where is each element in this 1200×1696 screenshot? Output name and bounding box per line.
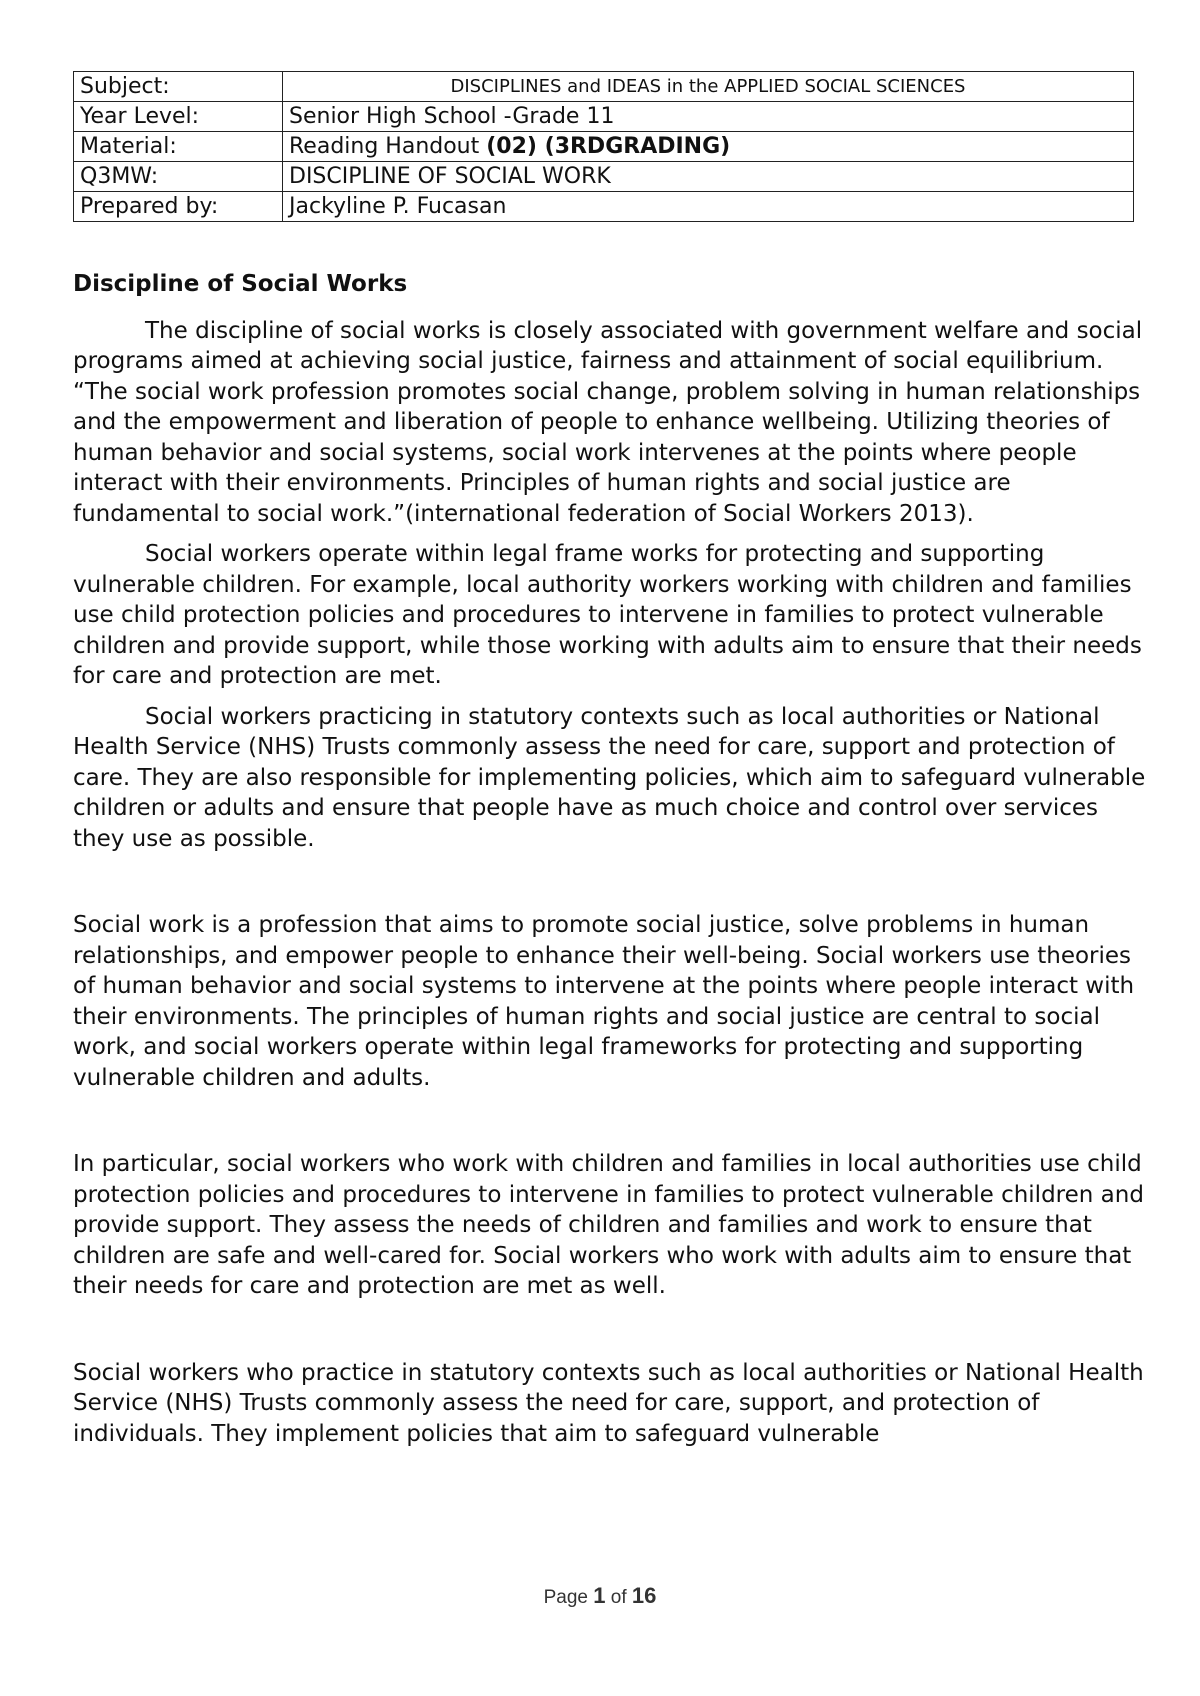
paragraph-1: The discipline of social works is closely associated with government welfare and social programs aimed at achieving social justice, fairness and attainment of social equilibrium. “The social work profession promotes social change, problem solving in human relationships and the empowerment and liberation of people to enhance wellbeing. Utilizing theories of human behavior and social systems, social work intervenes at the points where people interact with their environments. Principles of human rights and social justice are fundamental to social work.”(international federation of Social Workers 2013). (73, 317, 1143, 527)
paragraph-2: Social workers operate within legal frame works for protecting and supporting vulnerable children. For example, local authority workers working with children and families use child protection policies and procedures to intervene in families to protect vulnerable children and provide support, while those working with adults aim to ensure that their needs for care and protection are met. (73, 541, 1142, 689)
page-word: Page (543, 1587, 588, 1608)
of-word: of (610, 1587, 627, 1608)
paragraph-5: In particular, social workers who work with children and families in local authorities use child protection policies and procedures to intervene in families to protect vulnerable children and provide support. They assess the needs of children and families and work to ensure that children are safe and well-cared for. Social workers who work with adults aim to ensure that their needs for care and protection are met as well. (73, 1151, 1144, 1299)
table-row-subject (74, 72, 1134, 102)
current-page-number: 1 (593, 1583, 606, 1608)
section-heading: Discipline of Social Works (73, 271, 408, 297)
q3mw-value: DISCIPLINE OF SOCIAL WORK (283, 162, 1134, 192)
subject-label: Subject: (74, 72, 283, 102)
total-pages-number: 16 (631, 1583, 657, 1608)
year-level-value: Senior High School -Grade 11 (283, 102, 1134, 132)
year-level-label: Year Level: (74, 102, 283, 132)
paragraph-4: Social work is a profession that aims to promote social justice, solve problems in human relationships, and empower people to enhance their well-being. Social workers use theories of human behavior and social systems to intervene at the points where people interact with their environments. The principles of human rights and social justice are central to social work, and social workers operate within legal frameworks for protecting and supporting vulnerable children and adults. (73, 912, 1135, 1091)
document-body (73, 269, 1148, 1459)
material-label: Material: (74, 132, 283, 162)
table-row-prepared-by (74, 192, 1134, 222)
prepared-by-value: Jackyline P. Fucasan (283, 192, 1134, 222)
table-row-material (74, 132, 1134, 162)
table-row-year (74, 102, 1134, 132)
subject-value: DISCIPLINES and IDEAS in the APPLIED SOCIAL SCIENCES (283, 72, 1134, 102)
prepared-by-label: Prepared by: (74, 192, 283, 222)
material-value-bold: (02) (3RDGRADING) (486, 133, 731, 159)
header-info-table (73, 71, 1134, 222)
material-value-plain: Reading Handout (289, 133, 487, 159)
q3mw-label: Q3MW: (74, 162, 283, 192)
paragraph-3: Social workers practicing in statutory contexts such as local authorities or National Health Service (NHS) Trusts commonly assess the need for care, support and protection of care. They are also responsible for implementing policies, which aim to safeguard vulnerable children or adults and ensure that people have as much choice and control over services they use as possible. (73, 703, 1146, 852)
page-footer (0, 1583, 1200, 1609)
paragraph-6: Social workers who practice in statutory contexts such as local authorities or National Health Service (NHS) Trusts commonly assess the need for care, support, and protection of individuals. They implement policies that aim to safeguard vulnerable (73, 1359, 1144, 1447)
material-value (283, 132, 1134, 162)
table-row-q3mw (74, 162, 1134, 192)
